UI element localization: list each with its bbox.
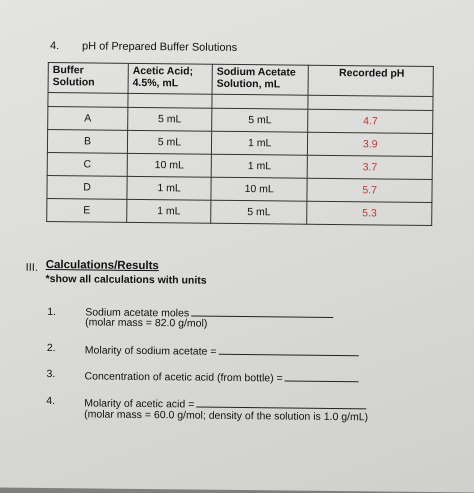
- question-1-line-1: Sodium acetate moles: [85, 306, 190, 320]
- buffer-cell: B: [47, 129, 127, 153]
- spacer-cell: [212, 94, 308, 109]
- header-buffer-solution: [48, 62, 128, 93]
- question-2-line-1: Molarity of sodium acetate =: [84, 344, 217, 358]
- ph-cell: 5.3: [307, 201, 432, 225]
- section-4-number: 4.: [49, 40, 60, 53]
- buffer-table: [46, 62, 434, 226]
- header-sodium-acetate: [212, 64, 309, 95]
- question-2-text: [85, 342, 359, 359]
- answer-line: [191, 306, 333, 318]
- acetate-cell: 1 mL: [211, 131, 308, 155]
- section-3-numeral: III.: [25, 261, 38, 274]
- question-4-hint: (molar mass = 60.0 g/mol; density of the solution is 1.0 g/mL): [84, 408, 369, 424]
- header-line: 4.5%, mL: [132, 76, 179, 90]
- acetate-cell: 5 mL: [211, 200, 308, 224]
- acetic-cell: 10 mL: [127, 153, 211, 177]
- ph-cell: 3.7: [307, 155, 432, 179]
- acetate-cell: 10 mL: [211, 177, 308, 201]
- acetic-cell: 5 mL: [128, 107, 212, 131]
- question-3-line-1: Concentration of acetic acid (from bottle) =: [84, 370, 283, 385]
- ph-cell: 5.7: [307, 178, 432, 202]
- spacer-cell: [48, 92, 128, 107]
- spacer-cell: [128, 93, 212, 108]
- question-3-number: 3.: [46, 367, 56, 381]
- question-1-number: 1.: [47, 305, 57, 319]
- acetic-cell: 1 mL: [127, 199, 211, 223]
- section-3-title: Calculations/Results: [45, 258, 159, 273]
- question-4-line-1: Molarity of acetic acid =: [84, 397, 195, 411]
- acetate-cell: 5 mL: [212, 108, 309, 132]
- buffer-cell: C: [47, 152, 127, 176]
- ph-cell: 4.7: [308, 109, 433, 133]
- acetic-cell: 5 mL: [127, 130, 211, 154]
- buffer-cell: A: [48, 106, 128, 130]
- header-line: Sodium Acetate: [216, 65, 296, 79]
- question-3-text: [85, 368, 359, 385]
- acetate-cell: 1 mL: [211, 154, 308, 178]
- buffer-cell: D: [47, 175, 127, 199]
- table-header-row: [48, 62, 433, 96]
- header-line: Solution: [52, 76, 95, 89]
- question-4-number: 4.: [46, 394, 56, 408]
- header-line: Buffer: [52, 64, 84, 77]
- header-line: Acetic Acid;: [132, 64, 194, 78]
- answer-line: [218, 344, 358, 356]
- question-1-hint: (molar mass = 82.0 g/mol): [85, 316, 208, 330]
- table-row: [47, 198, 432, 225]
- answer-line: [196, 397, 366, 410]
- header-line: Solution, mL: [216, 77, 281, 91]
- header-line: Recorded pH: [339, 67, 405, 80]
- acetic-cell: 1 mL: [127, 176, 211, 200]
- ph-cell: 3.9: [308, 132, 433, 156]
- section-4-title: pH of Prepared Buffer Solutions: [81, 40, 238, 54]
- section-3-subtitle: *show all calculations with units: [45, 272, 207, 287]
- header-recorded-ph: [308, 65, 433, 96]
- answer-line: [285, 370, 359, 382]
- question-2-number: 2.: [46, 341, 56, 355]
- spacer-cell: [308, 95, 433, 110]
- buffer-cell: E: [47, 198, 127, 222]
- header-acetic-acid: [128, 63, 212, 94]
